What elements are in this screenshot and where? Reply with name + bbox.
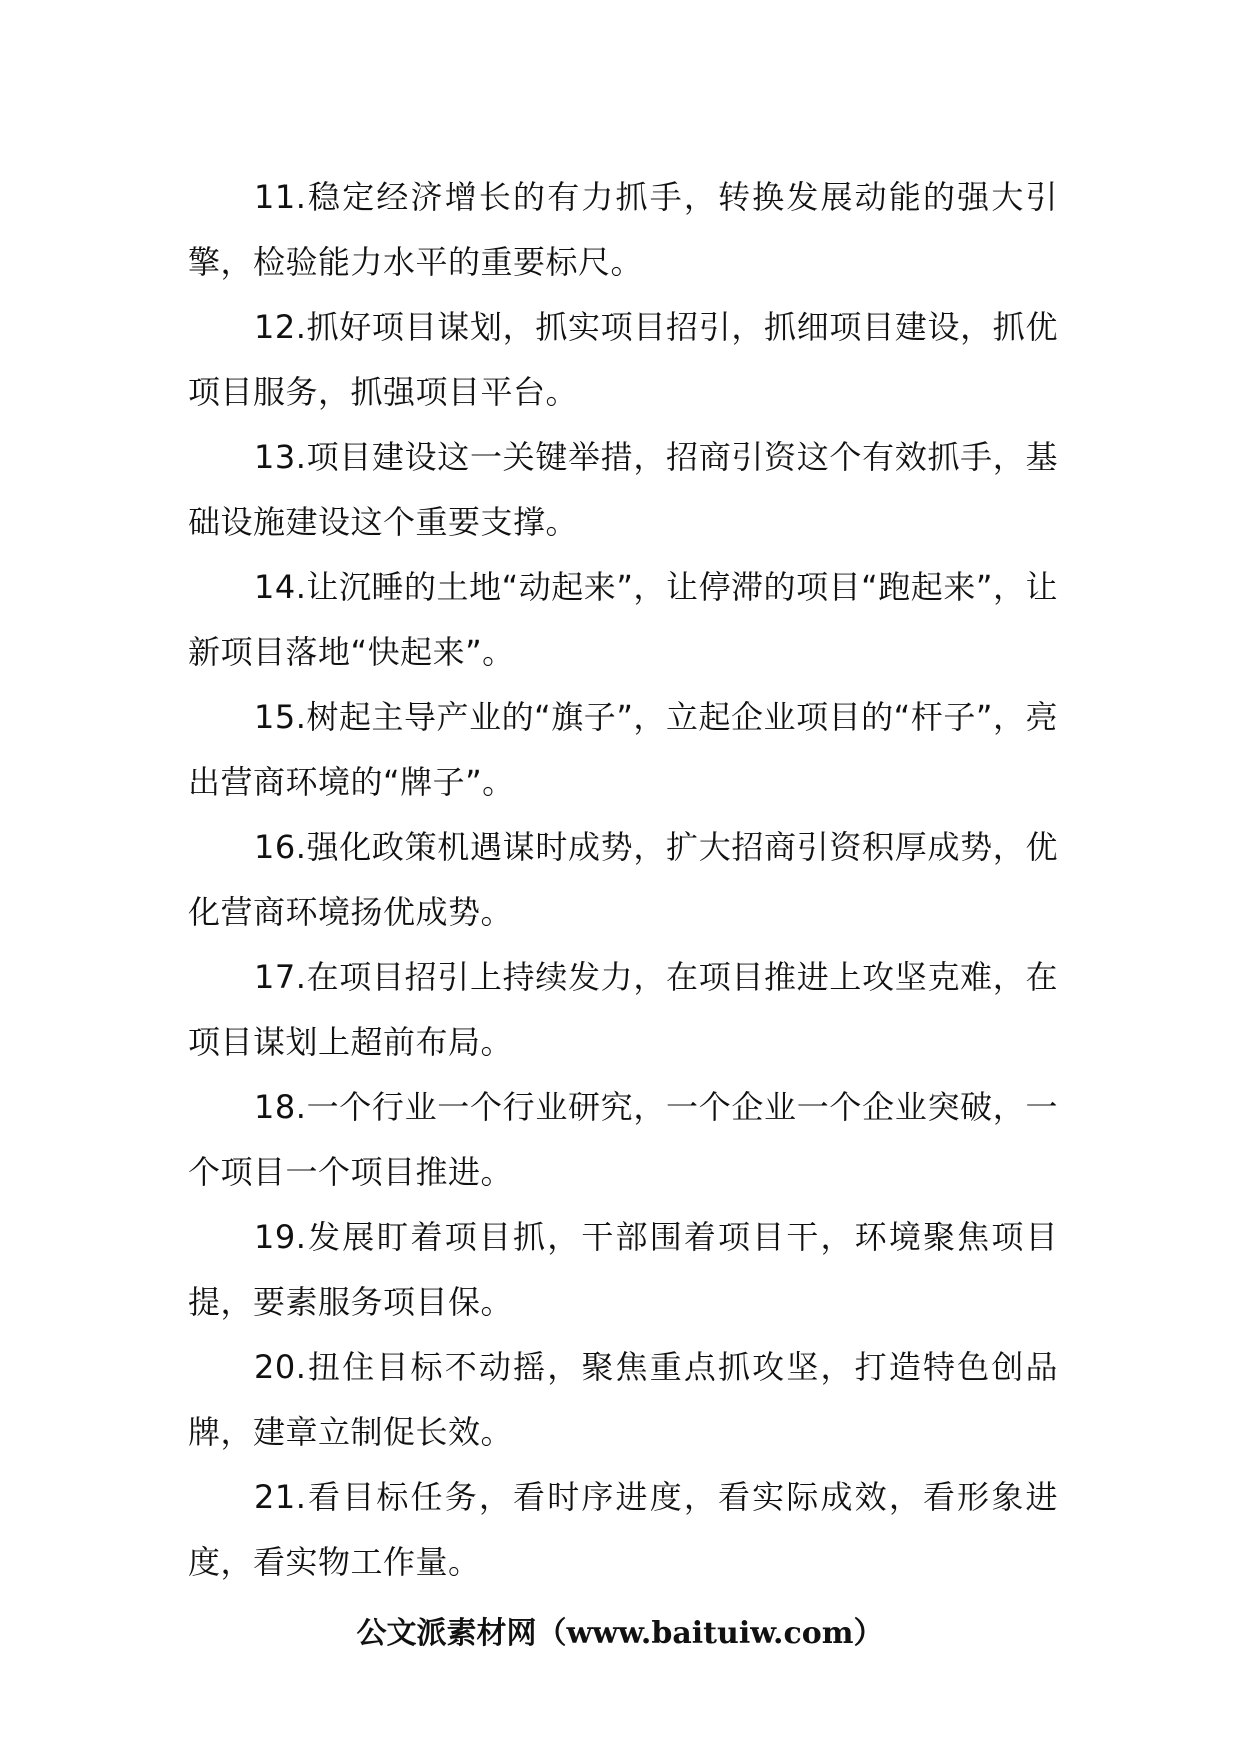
paragraph-13: 13.项目建设这一关键举措，招商引资这个有效抓手，基础设施建设这个重要支撑。 — [188, 438, 1058, 541]
paragraph-21: 21.看目标任务，看时序进度，看实际成效，看形象进度，看实物工作量。 — [188, 1478, 1058, 1581]
paragraph-15: 15.树起主导产业的“旗子”，立起企业项目的“杆子”，亮出营商环境的“牌子”。 — [188, 698, 1058, 801]
paragraph-11: 11.稳定经济增长的有力抓手，转换发展动能的强大引擎，检验能力水平的重要标尺。 — [188, 178, 1058, 281]
paragraph-14: 14.让沉睡的土地“动起来”，让停滞的项目“跑起来”，让新项目落地“快起来”。 — [188, 568, 1058, 671]
paragraph-20: 20.扭住目标不动摇，聚焦重点抓攻坚，打造特色创品牌，建章立制促长效。 — [188, 1348, 1058, 1451]
paragraph-16: 16.强化政策机遇谋时成势，扩大招商引资积厚成势，优化营商环境扬优成势。 — [188, 828, 1058, 931]
page-footer: 公文派素材网（www.baituiw.com） — [356, 1616, 884, 1651]
paragraph-12: 12.抓好项目谋划，抓实项目招引，抓细项目建设，抓优项目服务，抓强项目平台。 — [188, 308, 1058, 411]
paragraph-17: 17.在项目招引上持续发力，在项目推进上攻坚克难，在项目谋划上超前布局。 — [188, 958, 1058, 1061]
paragraph-19: 19.发展盯着项目抓，干部围着项目干，环境聚焦项目提，要素服务项目保。 — [188, 1218, 1058, 1321]
document-body — [188, 165, 1058, 1595]
paragraph-18: 18.一个行业一个行业研究，一个企业一个企业突破，一个项目一个项目推进。 — [188, 1088, 1058, 1191]
